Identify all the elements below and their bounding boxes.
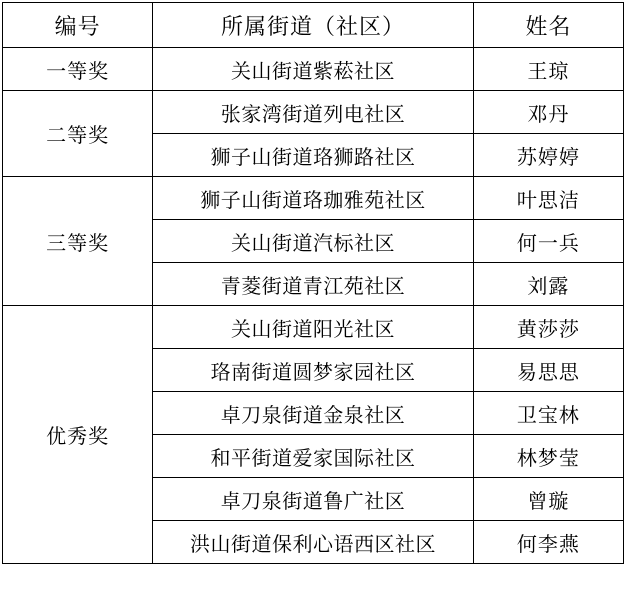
rank-cell: 三等奖 [3, 177, 153, 306]
name-cell: 曾璇 [473, 478, 623, 521]
rank-cell: 一等奖 [3, 48, 153, 91]
document-sheet [0, 2, 626, 607]
street-cell: 和平街道爱家国际社区 [153, 435, 474, 478]
award-table [2, 2, 624, 564]
name-cell: 何李燕 [473, 521, 623, 564]
name-cell: 叶思洁 [473, 177, 623, 220]
name-cell: 易思思 [473, 349, 623, 392]
column-header-rank: 编号 [3, 3, 153, 48]
table-body [3, 48, 624, 564]
name-cell: 卫宝林 [473, 392, 623, 435]
name-cell: 王琼 [473, 48, 623, 91]
street-cell: 卓刀泉街道鲁广社区 [153, 478, 474, 521]
name-cell: 林梦莹 [473, 435, 623, 478]
table-row [3, 306, 624, 349]
street-cell: 狮子山街道珞狮路社区 [153, 134, 474, 177]
table-header [3, 3, 624, 48]
street-cell: 关山街道阳光社区 [153, 306, 474, 349]
street-cell: 洪山街道保利心语西区社区 [153, 521, 474, 564]
name-cell: 刘露 [473, 263, 623, 306]
column-header-name: 姓名 [473, 3, 623, 48]
street-cell: 张家湾街道列电社区 [153, 91, 474, 134]
name-cell: 邓丹 [473, 91, 623, 134]
column-header-street: 所属街道（社区） [153, 3, 474, 48]
rank-cell: 优秀奖 [3, 306, 153, 564]
table-row [3, 48, 624, 91]
street-cell: 卓刀泉街道金泉社区 [153, 392, 474, 435]
name-cell: 苏婷婷 [473, 134, 623, 177]
table-row [3, 91, 624, 134]
street-cell: 狮子山街道珞珈雅苑社区 [153, 177, 474, 220]
rank-cell: 二等奖 [3, 91, 153, 177]
table-row [3, 177, 624, 220]
street-cell: 关山街道汽标社区 [153, 220, 474, 263]
street-cell: 珞南街道圆梦家园社区 [153, 349, 474, 392]
name-cell: 黄莎莎 [473, 306, 623, 349]
name-cell: 何一兵 [473, 220, 623, 263]
table-header-row [3, 3, 624, 48]
street-cell: 关山街道紫菘社区 [153, 48, 474, 91]
street-cell: 青菱街道青江苑社区 [153, 263, 474, 306]
